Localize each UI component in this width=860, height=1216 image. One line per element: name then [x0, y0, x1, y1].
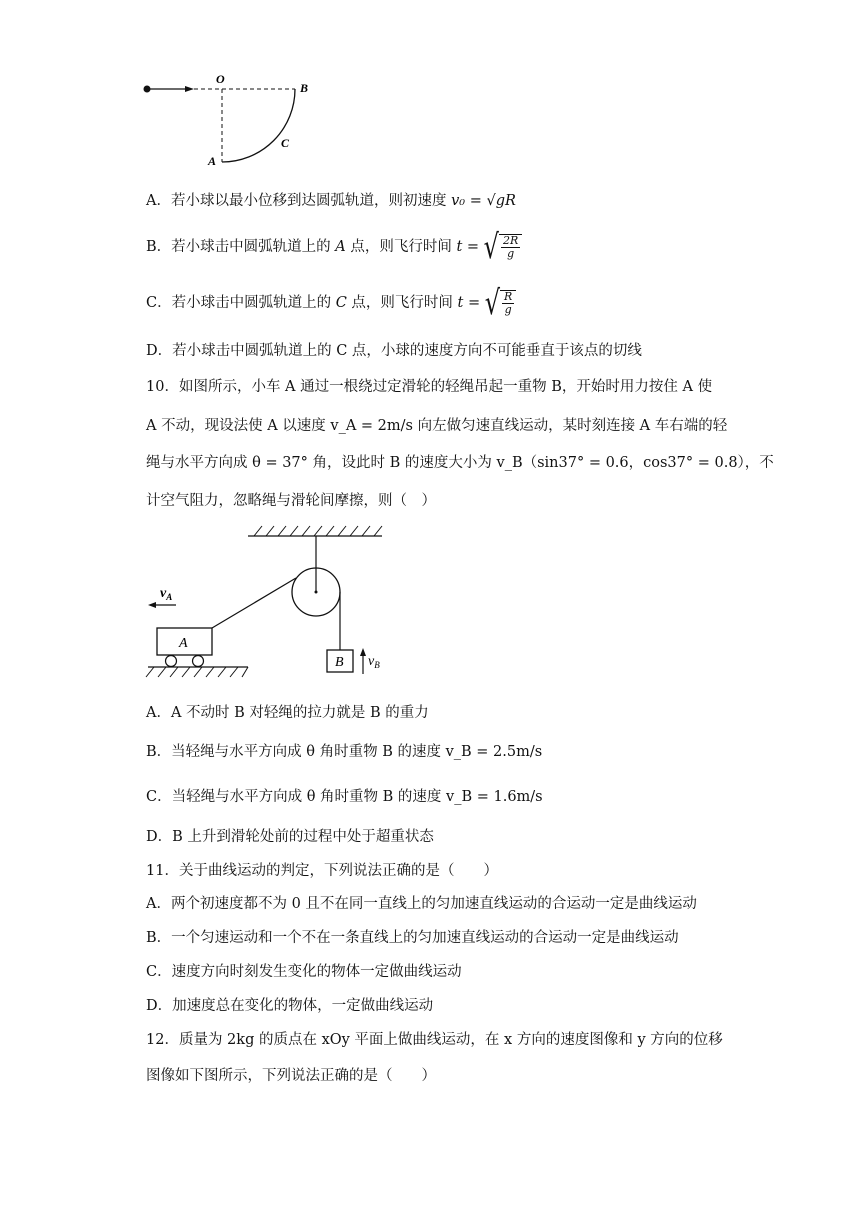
- circular-arc-track: [222, 89, 295, 162]
- q10-option-a: A．A 不动时 B 对轻绳的拉力就是 B 的重力: [146, 705, 429, 721]
- figure-cart-pulley: [144, 522, 394, 682]
- q10-option-c: C．当轻绳与水平方向成 θ 角时重物 B 的速度 v_B = 1.6m/s: [146, 789, 543, 805]
- q9-option-c-mid: 点，则飞行时间: [351, 295, 453, 311]
- q10-stem-line3: 绳与水平方向成 θ = 37° 角，设此时 B 的速度大小为 v_B（sin37° = 0.6，cos37° = 0.8），不: [146, 455, 774, 471]
- ground-hatch: [146, 667, 248, 677]
- q10-stem-line4: 计空气阻力，忽略绳与滑轮间摩擦，则（ ）: [146, 493, 436, 509]
- q9-option-b-mid: 点，则飞行时间: [350, 239, 452, 255]
- q11-option-c: C．速度方向时刻发生变化的物体一定做曲线运动: [146, 964, 462, 980]
- q9-option-b-point: A: [335, 239, 346, 255]
- label-C: C: [281, 136, 290, 150]
- label-O: O: [216, 72, 225, 86]
- arrowhead-icon: [185, 86, 194, 92]
- label-A: A: [179, 636, 188, 651]
- q10-option-d: D．B 上升到滑轮处前的过程中处于超重状态: [146, 829, 434, 845]
- q10-stem-line2: A 不动，现设法使 A 以速度 v_A = 2m/s 向左做匀速直线运动，某时刻连接 A 车右端的轻: [146, 418, 728, 434]
- q11-option-b: B．一个匀速运动和一个不在一条直线上的匀加速直线运动的合运动一定是曲线运动: [146, 930, 679, 946]
- q9-option-b-den: g: [507, 247, 515, 260]
- ceiling-hatch: [254, 526, 382, 536]
- q9-option-b: [146, 227, 522, 267]
- sqrt-icon: √ $\frac{2R}{g}$: [484, 234, 523, 260]
- q9-option-d: D．若小球击中圆弧轨道上的 C 点，小球的速度方向不可能垂直于该点的切线: [146, 343, 642, 359]
- q9-option-b-math-lhs: t =: [456, 239, 480, 255]
- q12-stem-line2: 图像如下图所示，下列说法正确的是（ ）: [146, 1068, 436, 1084]
- q9-option-a-math: v₀ = √gR: [451, 193, 516, 209]
- q11-option-a: A．两个初速度都不为 0 且不在同一直线上的匀加速直线运动的合运动一定是曲线运动: [146, 896, 697, 912]
- q9-option-b-num: 2R: [502, 234, 519, 247]
- q10-option-b: B．当轻绳与水平方向成 θ 角时重物 B 的速度 v_B = 2.5m/s: [146, 744, 543, 760]
- vA-arrowhead-icon: [148, 602, 156, 608]
- rope-to-cart: [212, 578, 296, 628]
- label-vB: $v_B$: [368, 654, 380, 670]
- label-A: A: [208, 154, 217, 168]
- q9-option-c-math-lhs: t =: [457, 295, 481, 311]
- q9-option-c-text: C．若小球击中圆弧轨道上的: [146, 295, 332, 311]
- q9-option-b-text: B．若小球击中圆弧轨道上的: [146, 239, 331, 255]
- q9-option-a: [146, 191, 516, 211]
- pulley-axle: [315, 591, 318, 594]
- figure-quarter-arc: [138, 70, 338, 170]
- ball-dot: [144, 86, 151, 93]
- q9-option-c: [146, 283, 516, 323]
- cart-wheel-right: [193, 656, 204, 667]
- q11-stem: 11．关于曲线运动的判定，下列说法正确的是（ ）: [146, 863, 498, 879]
- label-B: B: [300, 81, 309, 95]
- q12-stem-line1: 12．质量为 2kg 的质点在 xOy 平面上做曲线运动，在 x 方向的速度图像和 y 方向的位移: [146, 1032, 723, 1048]
- q11-option-d: D．加速度总在变化的物体，一定做曲线运动: [146, 998, 434, 1014]
- label-B: B: [335, 655, 344, 670]
- label-vA: $v_A$: [160, 586, 173, 602]
- q9-option-c-num: R: [504, 290, 513, 303]
- sqrt-icon: √ $\frac{R}{g}$: [485, 290, 517, 316]
- q10-stem-line1: 10．如图所示，小车 A 通过一根绕过定滑轮的轻绳吊起一重物 B，开始时用力按住 A 使: [146, 379, 713, 395]
- q9-option-c-den: g: [504, 303, 512, 316]
- vB-arrowhead-icon: [360, 648, 366, 656]
- cart-wheel-left: [166, 656, 177, 667]
- q9-option-a-text: A．若小球以最小位移到达圆弧轨道，则初速度: [146, 193, 447, 209]
- q9-option-c-point: C: [335, 295, 347, 311]
